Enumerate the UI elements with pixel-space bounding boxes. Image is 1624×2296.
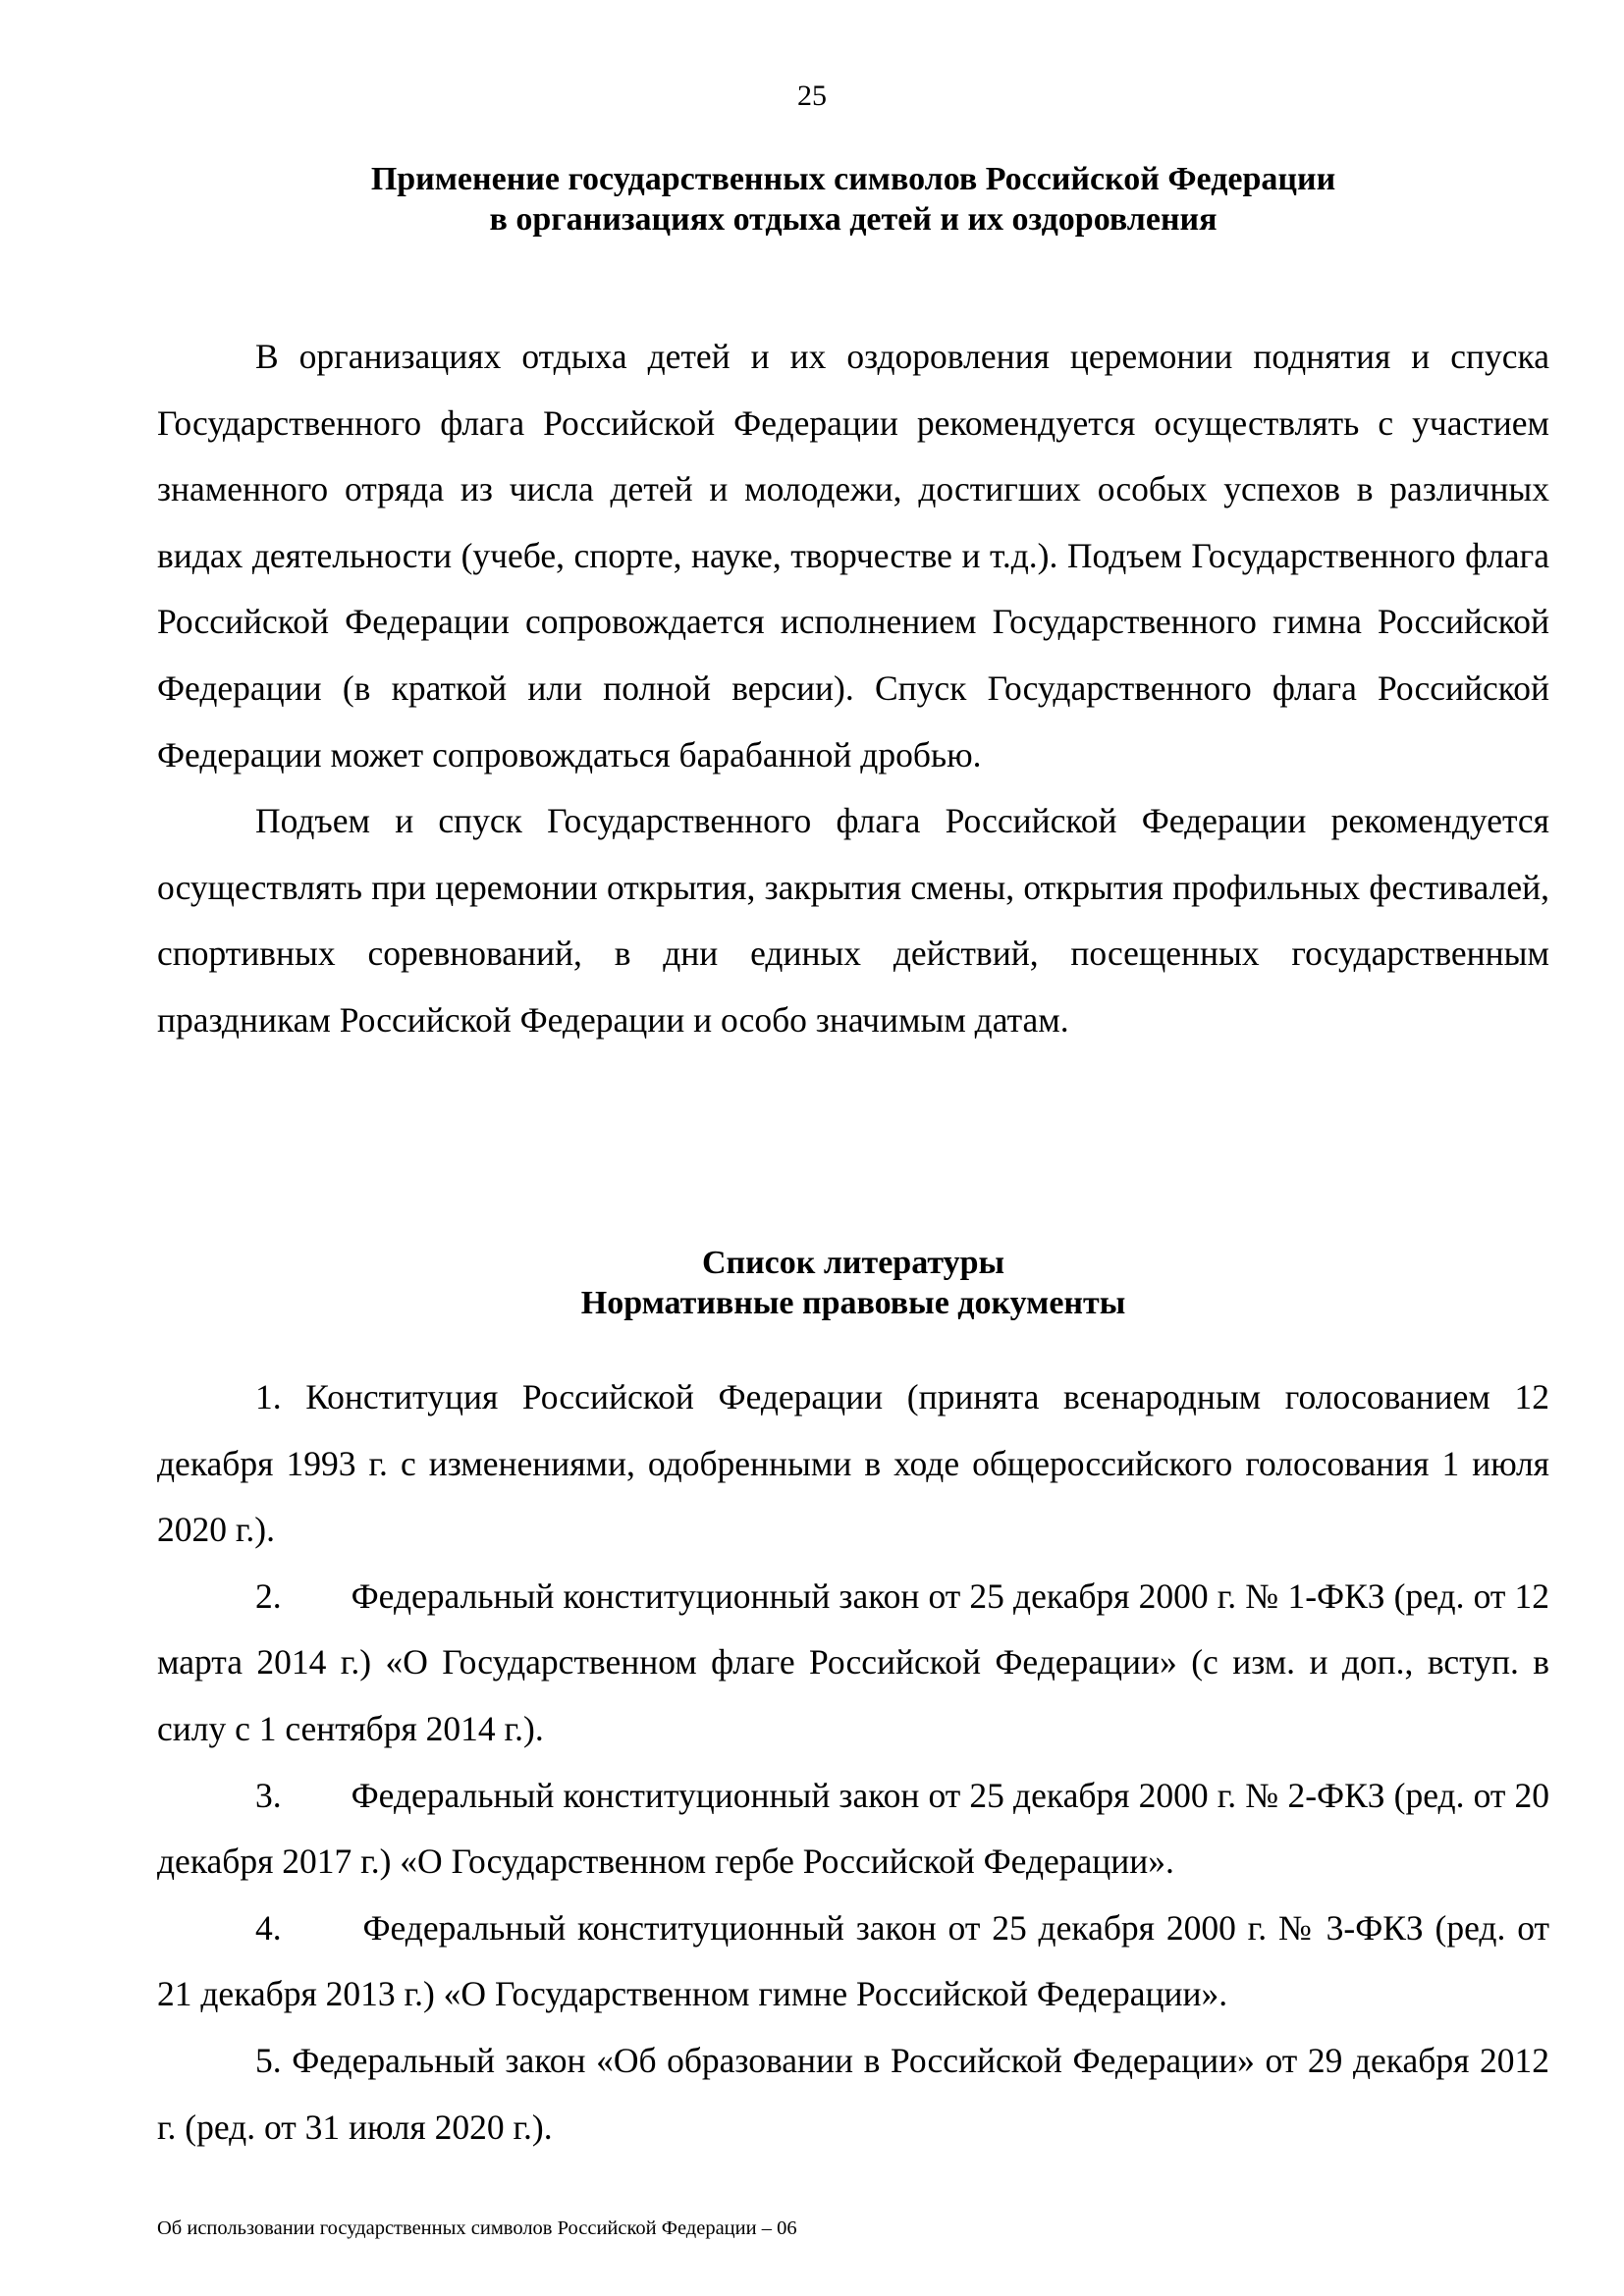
- reference-item: 1. Конституция Российской Федерации (принята всенародным голосованием 12 декабря 1993 г. с изменениями, одобренными в ходе общероссийского голосования 1 июля 2020 г.).: [157, 1377, 1549, 1550]
- section-title-line-2: в организациях отдыха детей и их оздоровления: [489, 201, 1218, 238]
- section-body: [157, 324, 1549, 1054]
- body-paragraph: В организациях отдыха детей и их оздоровления церемонии поднятия и спуска Государственного флага Российской Федерации рекомендуется осуществлять с участием знаменного отряда из числа детей и молодежи, достигших особых успехов в различных видах деятельности (учебе, спорте, науке, творчестве и т.д.). Подъем Государственного флага Российской Федерации сопровождается исполнением Государственного гимна Российской Федерации (в краткой или полной версии). Спуск Государственного флага Российской Федерации может сопровождаться барабанной дробью.: [157, 337, 1549, 774]
- reference-item: 4. Федеральный конституционный закон от 25 декабря 2000 г. № 3-ФКЗ (ред. от 21 декабря 2013 г.) «О Государственном гимне Российской Федерации».: [157, 1907, 1549, 2014]
- references-subtitle: Нормативные правовые документы: [580, 1285, 1126, 1321]
- page-number: 25: [797, 80, 827, 112]
- section-title-line-1: Применение государственных символов Российской Федерации: [370, 161, 1336, 197]
- reference-item: 3. Федеральный конституционный закон от 25 декабря 2000 г. № 2-ФКЗ (ред. от 20 декабря 2017 г.) «О Государственном гербе Российской Федерации».: [157, 1775, 1549, 1882]
- references-title: [157, 1243, 1549, 1323]
- reference-item: 5. Федеральный закон «Об образовании в Российской Федерации» от 29 декабря 2012 г. (ред. от 31 июля 2020 г.).: [157, 2040, 1549, 2147]
- page-footer: Об использовании государственных символов Российской Федерации – 06: [157, 2217, 797, 2239]
- references-heading-block: [157, 1243, 1549, 1323]
- references-title-line-1: Список литературы: [701, 1245, 1005, 1281]
- section-symbols: [157, 159, 1549, 240]
- section-title: [157, 159, 1549, 240]
- reference-item: 2. Федеральный конституционный закон от 25 декабря 2000 г. № 1-ФКЗ (ред. от 12 марта 2014 г.) «О Государственном флаге Российской Федерации» (с изм. и доп., вступ. в силу с 1 сентября 2014 г.).: [157, 1575, 1549, 1748]
- body-paragraph: Подъем и спуск Государственного флага Российской Федерации рекомендуется осуществлять при церемонии открытия, закрытия смены, открытия профильных фестивалей, спортивных соревнований, в дни единых действий, посещенных государственным праздникам Российской Федерации и особо значимым датам.: [157, 801, 1549, 1040]
- references-list: [157, 1364, 1549, 2161]
